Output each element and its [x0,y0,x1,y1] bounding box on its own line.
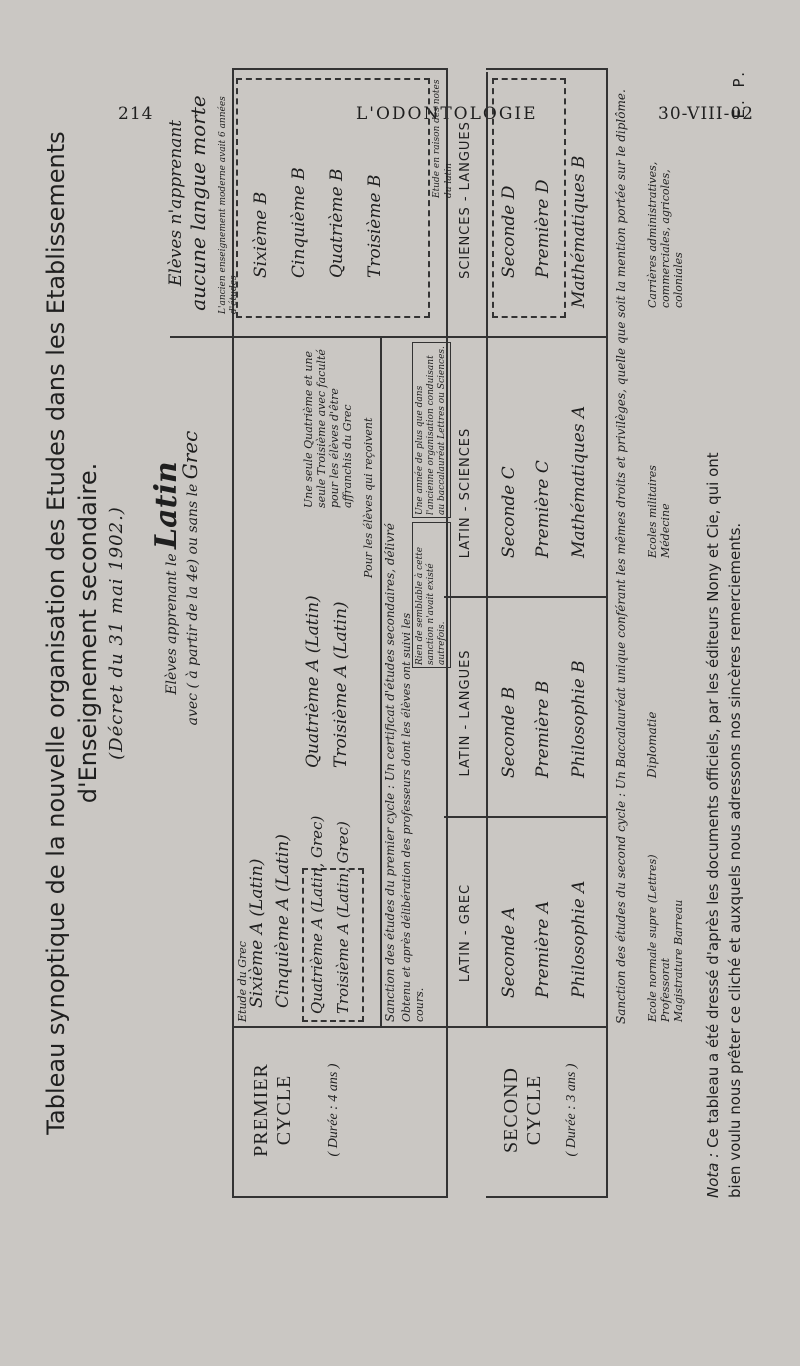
career-ecole-normale: Ecole normale supre (Lettres) [646,854,659,1022]
cell-sixieme-a: Sixième A (Latin) [247,858,267,1008]
first-cycle-sanction: Sanction des études du premier cycle : Un certificat d'études secondaires, délivré [383,523,397,1022]
divider [232,1026,444,1028]
career-ecoles-militaires: Ecoles militaires [646,465,659,558]
author-initials: E. P. [730,68,748,119]
table-title [40,68,130,1198]
career-administratives: Carrières administratives, [646,161,659,308]
latin-head-big: Latin [149,461,184,549]
cell-premiere-c: Première C [533,460,553,558]
cell-troisieme-b: Troisième B [365,174,385,278]
cell-seconde-c: Seconde C [499,466,519,558]
cell-sixieme-b: Sixième B [251,191,271,278]
footnote [702,68,746,1198]
second-cycle-duration: ( Durée : 3 ans ) [564,1063,579,1157]
careers-1 [646,792,685,1022]
section-sciences-langues: SCIENCES - LANGUES [458,121,473,279]
cell-troisieme-a-latin: Troisième A (Latin) [331,601,351,768]
cell-quatrieme-a-greek: Quatrième A (Latin, Grec) [308,815,326,1014]
second-cycle-name: SECOND CYCLE [500,1067,545,1154]
footnote-text-2: bien voulu nous prêter ce cliché et auxquels nous adressons nos sincères remerciements. [726,522,744,1198]
cell-premiere-b: Première B [533,680,553,778]
single-class-note: Une seule Quatrième et une seule Troisième avec faculté pour les élèves d'être affranchis du Grec [302,349,354,508]
modern-head-2: aucune langue morte [186,95,210,311]
cell-philosophie-b: Philosophie B [569,660,589,778]
section-latin-langues: LATIN - LANGUES [458,649,473,777]
section-latin-grec: LATIN - GREC [458,883,473,983]
cell-mathematiques-b: Mathématiques B [569,155,589,308]
greek-label: Etude du Grec [236,941,249,1022]
section-latin-sciences: LATIN - SCIENCES [458,427,473,559]
cell-seconde-b: Seconde B [499,686,519,778]
sanction-box-1: Rien de semblable à cette sanction n'avait existé autrefois. [412,522,451,668]
arrow-note: Etude en raison des notes [432,79,442,198]
cell-mathematiques-a: Mathématiques A [569,405,589,558]
pour-eleves-note: Pour les élèves qui reçoivent [362,417,375,578]
latin-head-text: Elèves apprenant le [164,553,180,695]
modern-old-note: L'ancien enseignement moderne avait 6 années d'études [218,96,239,314]
title-line-1: Tableau synoptique de la nouvelle organisation des Etudes dans les Etablissements [42,131,70,1135]
divider [444,816,606,818]
careers-2: Diplomatie [645,711,659,778]
divider [170,336,444,338]
career-commerciales: commerciales, agricoles, [659,169,672,308]
cell-quatrieme-a-latin: Quatrième A (Latin) [303,595,323,768]
issue-date: 30-VIII-02 [658,104,754,124]
cell-troisieme-a-greek: Troisième A (Latin, Grec) [334,821,352,1014]
modern-head-1: Elèves n'apprenant [166,119,186,287]
second-cycle-label [500,1030,580,1190]
career-magistrature: Magistrature Barreau [672,899,685,1022]
first-cycle-duration: ( Durée : 4 ans ) [326,1063,341,1157]
arrow-note-2: du latin [444,163,454,198]
cell-seconde-d: Seconde D [499,185,519,278]
first-cycle-name: PREMIER CYCLE [250,1063,295,1157]
first-cycle-sanction-2: Obtenu et après délibération des professeurs dont les élèves ont suivi les cours. [400,612,426,1022]
cell-premiere-a: Première A [533,900,553,998]
sanction-divider [380,338,382,1028]
career-medecine: Médecine [659,503,672,558]
page-number: 214 [118,104,154,124]
cell-seconde-a: Seconde A [499,906,519,998]
cell-quatrieme-b: Quatrième B [327,168,347,278]
cell-cinquieme-a: Cinquième A (Latin) [273,834,293,1008]
first-cycle-label [250,1030,342,1190]
careers-4 [646,78,685,308]
second-cycle-sanction: Sanction des études du second cycle : Un Baccalauréat unique conférant les mêmes droits et privilèges, quelle que soit la mention portée sur le diplôme. [614,89,628,1024]
careers-3 [646,378,672,558]
modern-column-heading [165,68,211,338]
latin-head-sub: avec ( à partir de la 4e) ou sans le [185,483,201,726]
title-line-2: d'Enseignement secondaire. [74,462,102,804]
career-professorat: Professorat [659,957,672,1022]
rotated-table-content [40,68,760,1198]
sanction-box-2: Une année de plus que dans l'ancienne organisation conduisant au baccalauréat Lettres ou Sciences. [412,342,451,518]
title-line-3: (Décret du 31 mai 1902.) [106,506,127,760]
footnote-label: Nota : [704,1152,722,1198]
cell-premiere-d: Première D [533,179,553,278]
latin-head-greek: Grec [178,430,202,480]
career-coloniales: coloniales [672,252,685,308]
running-title: L'ODONTOLOGIE [356,104,538,124]
cell-philosophie-a: Philosophie A [569,880,589,998]
divider [444,1026,606,1028]
latin-column-heading [149,338,202,818]
footnote-text-1: Ce tableau a été dressé d'après les documents officiels, par les éditeurs Nony et Cie, qui ont [704,452,722,1153]
cell-cinquieme-b: Cinquième B [289,167,309,278]
divider [444,336,606,338]
divider [444,596,606,598]
